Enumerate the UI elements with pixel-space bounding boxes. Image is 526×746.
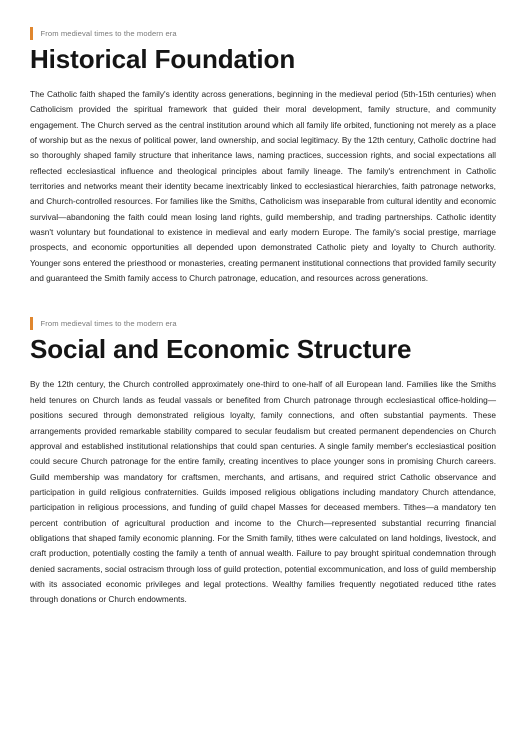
accent-bar [30,27,33,40]
section-body: By the 12th century, the Church controlled approximately one-third to one-half of all European land. Families like the Smiths held tenures on Church lands as feudal vassals or benefited from Church patronage through ecclesiastical office-holding—positions secured through demonstrated religious loyalty, family connections, and often substantial payments. These arrangements provided remarkable stability compared to secular feudalism but created permanent dependencies on Church approval and established institutional relationships that could span centuries. A single family member's ecclesiastical position could secure Church patronage for the entire family, creating incentives to place younger sons in promising Church careers. Guild membership was mandatory for craftsmen, merchants, and artisans, and required strict Catholic observance and participation in guild religious confraternities. Guilds imposed religious obligations including mandatory Church attendance, participation in religious processions, and funding of guild chapel Masses for deceased members. Tithes—a mandatory ten percent contribution of agricultural production and income to the Church—represented substantial recurring financial obligations that shaped family economic planning. For the Smith family, tithes were calculated on land holdings, livestock, and craft production, potentially costing the family a tenth of annual wealth. Failure to pay brought spiritual condemnation through denied sacraments, social ostracism through loss of guild protection, potential excommunication, and loss of guild membership with its associated economic privileges and legal protections. Wealthy families frequently negotiated reduced tithe rates through donations or Church endowments. [30,379,496,605]
eyebrow-label: From medieval times to the modern era [40,318,177,328]
eyebrow-label: From medieval times to the modern era [40,28,177,38]
document-page [30,26,496,608]
section-social-economic-structure [30,316,496,607]
section-title: Social and Economic Structure [30,334,412,365]
accent-bar [30,317,33,330]
section-eyebrow [30,316,496,330]
section-eyebrow [30,26,496,40]
section-body: The Catholic faith shaped the family's identity across generations, beginning in the medieval period (5th-15th centuries) when Catholicism provided the spiritual framework that guided their moral development, family structure, and community engagement. The Church served as the central institution around which all family life orbited, functioning not merely as a place of worship but as the nexus of political power, land ownership, and social legitimacy. By the 12th century, Catholic doctrine had so thoroughly shaped family structure that inheritance laws, naming practices, succession rights, and social expectations all reflected ecclesiastical influence and theological principles about family lineage. The family's entrenchment in Catholic territories and networks meant their identity became inextricably linked to ecclesiastical hierarchies, faith patronage networks, and Church-controlled resources. For families like the Smiths, Catholicism was inseparable from cultural identity and economic survival—abandoning the faith could mean losing land rights, guild membership, and trading partnerships. Catholic identity wasn't voluntary but foundational to existence in medieval and early modern Europe. The family's social prestige, marriage prospects, and economic opportunities all depended upon demonstrated Catholic piety and loyalty to Church authority. Younger sons entered the priesthood or monasteries, creating permanent institutional connections that provided family security and guaranteed the Smith family access to Church patronage, education, and resources across generations. [30,89,496,284]
section-title: Historical Foundation [30,44,296,74]
section-historical-foundation [30,26,496,286]
